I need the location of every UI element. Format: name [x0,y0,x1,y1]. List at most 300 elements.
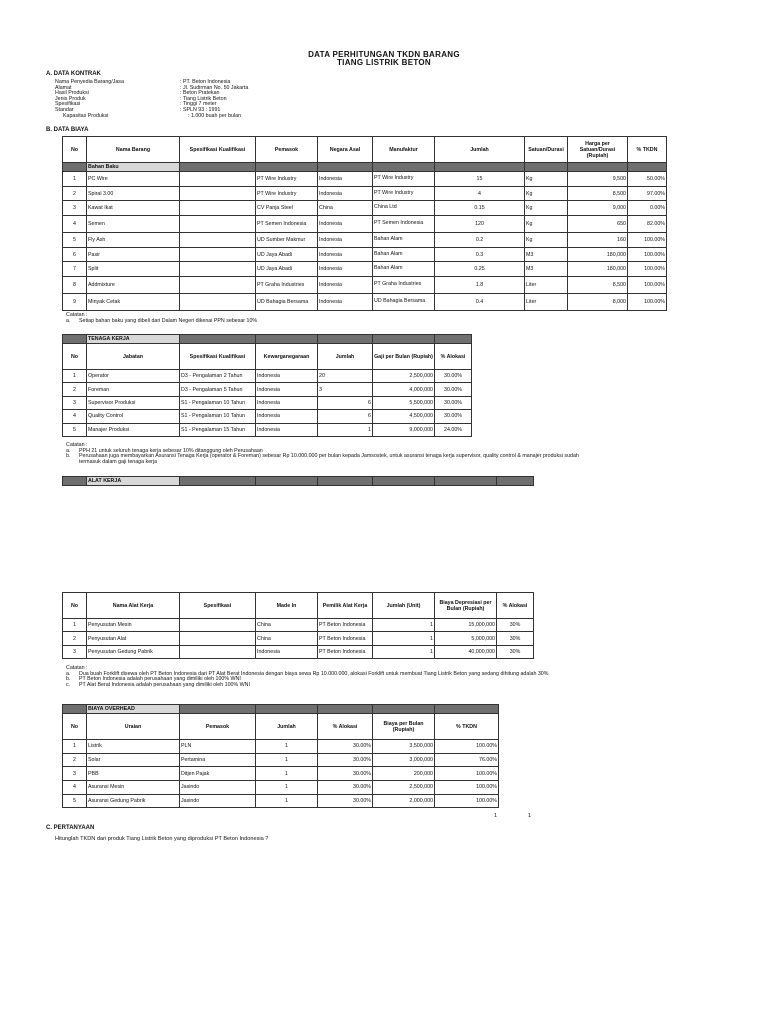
table-cell: Pasir [87,247,180,262]
table-cell: 30.00% [318,781,373,795]
table-cell: Indonesia [256,410,318,423]
column-header: No [63,344,87,370]
table-cell: 2 [63,186,87,201]
note-text: PPH 21 untuk seluruh tenaga kerja sebesar 10% ditanggung oleh Perusahaan [79,447,263,454]
table-row [63,201,667,216]
group-cell [373,335,435,344]
table-cell: 7 [63,262,87,277]
table-cell [180,619,256,632]
table-cell: 5,000,000 [435,632,497,645]
table-row [63,247,667,262]
table-cell: 650 [568,216,628,233]
table-cell: 1 [373,632,435,645]
table-cell: 3,500,000 [373,740,435,754]
header-row [63,714,499,740]
tenaga-table [62,334,472,437]
kontrak-value: : Jl. Sudirman No. 50 Jakarta [180,84,249,91]
column-header: Jumlah [435,137,525,163]
table-cell: UD Sumber Makmur [256,233,318,248]
table-cell [180,201,256,216]
table-cell: 2,500,000 [373,781,435,795]
kontrak-label: Alamat [55,84,72,91]
note-marker: b. [66,676,71,683]
group-cell [180,477,256,486]
group-cell [63,477,87,486]
table-cell: PC Wire [87,172,180,187]
column-header: Nama Alat Kerja [87,593,180,619]
group-cell [628,163,667,172]
table-cell: 4 [63,781,87,795]
kontrak-label: Hasil Produksi [55,90,89,97]
table-cell [180,645,256,658]
note-row [66,683,548,689]
column-header: Made In [256,593,318,619]
table-cell: Ditjen Pajak [180,767,256,781]
table-cell: PT Wire Industry [373,186,435,201]
table-cell [180,247,256,262]
column-header: No [63,137,87,163]
kontrak-label: Spesifikasi [55,101,81,108]
note-text: PT Beton Indonesia adalah perusahaan yang dimiliki oleh 100% WNI [79,676,241,683]
table-cell: 9,500 [568,172,628,187]
table-cell: 30% [497,619,534,632]
table-cell: 9,000,000 [373,423,435,436]
column-header: Biaya per Bulan (Rupiah) [373,714,435,740]
group-cell [180,163,256,172]
table-cell: Indonesia [256,396,318,409]
table-cell: Solar [87,753,180,767]
table-row [63,370,472,383]
group-cell [256,163,318,172]
kontrak-value: : Beton Pratekan [180,90,220,97]
table-cell: 100.00% [628,247,667,262]
group-cell [525,163,568,172]
table-cell: China Ltd [373,201,435,216]
table-cell: PLN [180,740,256,754]
table-cell: 4 [435,186,525,201]
note-marker: c. [66,681,71,688]
table-cell: 30.00% [318,753,373,767]
table-cell: 4 [63,216,87,233]
table-cell: Kawat Ikat [87,201,180,216]
column-header: % TKDN [628,137,667,163]
table-cell: 1 [63,740,87,754]
table-cell: 15,000,000 [435,619,497,632]
table-cell: Minyak Cetak [87,294,180,311]
table-cell: CV Panja Steel [256,201,318,216]
group-cell [435,705,499,714]
note-row [66,460,579,466]
kontrak-label: Kapasitas Produksi [63,112,109,119]
table-row [63,423,472,436]
table-cell: 1 [373,645,435,658]
table-row [63,277,667,294]
table-cell: 6 [318,410,373,423]
group-cell [63,705,87,714]
kontrak-value: : SPLN 93 : 1991 [180,106,221,113]
table-cell: 200,000 [373,767,435,781]
table-cell: 20 [318,370,373,383]
kontrak-label: Jenis Produk [55,95,86,102]
table-cell: UD Bahagia Bersama [256,294,318,311]
table-cell: 3,000,000 [373,753,435,767]
column-header: Nama Barang [87,137,180,163]
table-cell: 0.15 [435,201,525,216]
table-cell: 0.4 [435,294,525,311]
note-text: Setiap bahan baku yang dibeli dari Dalam Negeri dikenai PPN sebesar 10% [79,317,258,324]
table-cell: 3 [318,383,373,396]
bahan-table [62,136,667,311]
table-cell: Kg [525,172,568,187]
group-cell [568,163,628,172]
table-cell: Indonesia [256,423,318,436]
group-cell [435,477,497,486]
table-cell: 50.00% [628,172,667,187]
table-cell: 100.00% [435,740,499,754]
group-label: Bahan Baku [87,163,180,172]
table-cell: UD Jaya Abadi [256,247,318,262]
bahan-notes [66,313,257,324]
table-cell: M3 [525,262,568,277]
table-cell: UD Jaya Abadi [256,262,318,277]
table-cell: 30.00% [318,767,373,781]
kontrak-value: : Tiang Listrik Beton [180,95,227,102]
table-cell: 3 [63,645,87,658]
column-header: Uraian [87,714,180,740]
note-title: Catatan : [66,312,88,318]
table-cell: Addmixture [87,277,180,294]
table-cell: 82.00% [628,216,667,233]
header-row [63,344,472,370]
kontrak-list [55,80,248,119]
table-cell: Split [87,262,180,277]
table-cell [180,172,256,187]
group-cell [256,705,318,714]
table-cell: 1 [256,794,318,808]
table-cell: Supervisor Produksi [87,396,180,409]
table-cell: Penyusutan Alat [87,632,180,645]
table-row [63,632,534,645]
kontrak-value: : Tinggi 7 meter [180,101,217,108]
column-header: No [63,714,87,740]
note-text: Dua buah Forklift disewa oleh PT Beton Indonesia dari PT Alat Berat Indonesia dengan biaya sewa Rp 10.000.000, alokasi Forklift untuk membuat Tiang Listrik Beton yang sedang dihitung adalah 30% [79,670,549,677]
table-cell: 30.00% [435,410,472,423]
table-cell: PBB [87,767,180,781]
table-cell: Jasindo [180,794,256,808]
column-header: Negara Asal [318,137,373,163]
alat-group-bar [62,476,534,486]
note-text: Perusahaan juga membayarkan Asuransi Tenaga Kerja (operator & Foreman) sebesar Rp 10.000.000 per bulan kepada Jamsostek, untuk asuransi tenaga kerja supervisor, quality control & manajer produksi sudah [79,453,579,460]
group-cell [373,163,435,172]
column-header: Pemasok [256,137,318,163]
table-cell: D3 - Pengalaman 5 Tahun [180,383,256,396]
note-title: Catatan : [66,665,88,671]
table-row [63,767,499,781]
table-row [63,233,667,248]
group-cell [180,335,256,344]
section-c-heading: C. PERTANYAAN [46,825,95,831]
group-cell [318,163,373,172]
table-cell: 180,000 [568,262,628,277]
group-label: BIAYA OVERHEAD [87,705,180,714]
column-header: % Alokasi [435,344,472,370]
kontrak-value: : 1.000 buah per bulan [188,112,242,119]
table-cell: 1 [256,740,318,754]
table-cell: 76.00% [435,753,499,767]
table-cell [180,277,256,294]
column-header: Kewarganegaraan [256,344,318,370]
table-cell: Quality Control [87,410,180,423]
table-cell [180,216,256,233]
kontrak-row [55,114,248,120]
table-cell: Spiral 3.00 [87,186,180,201]
table-cell: PT Graha Industries [373,277,435,294]
group-cell [373,477,435,486]
table-cell: 8 [63,277,87,294]
table-cell: 100.00% [435,794,499,808]
table-cell: 30.00% [435,370,472,383]
table-cell: 100.00% [435,781,499,795]
table-cell: 15 [435,172,525,187]
table-cell: 5,500,000 [373,396,435,409]
table-cell: 8,500 [568,277,628,294]
table-cell: Indonesia [318,216,373,233]
table-row [63,781,499,795]
table-cell: PT Beton Indonesia [318,619,373,632]
table-cell: 160 [568,233,628,248]
table-cell: Indonesia [318,262,373,277]
table-cell: M3 [525,247,568,262]
table-cell: Liter [525,277,568,294]
table-cell: 1 [256,753,318,767]
kontrak-label: Nama Penyedia Barang/Jasa [55,79,124,85]
column-header: Jumlah [318,344,373,370]
table-cell: Kg [525,233,568,248]
column-header: % Alokasi [497,593,534,619]
group-row [63,705,499,714]
table-cell: 9,000 [568,201,628,216]
table-cell [180,632,256,645]
table-cell: 30% [497,645,534,658]
table-row [63,186,667,201]
table-cell: 24.00% [435,423,472,436]
table-cell: Indonesia [318,172,373,187]
table-cell: 1 [318,423,373,436]
table-cell: 4,000,000 [373,383,435,396]
column-header: % Alokasi [318,714,373,740]
table-cell: 5 [63,423,87,436]
table-cell: 1 [63,370,87,383]
table-cell [180,262,256,277]
table-cell: 2,500,000 [373,370,435,383]
group-cell [497,477,534,486]
alat-table [62,592,534,659]
column-header: Spesifikasi Kualifikasi [180,137,256,163]
group-cell [63,335,87,344]
table-cell: 3 [63,201,87,216]
overhead-table [62,704,499,808]
table-cell: China [318,201,373,216]
table-row [63,396,472,409]
table-cell: Operator [87,370,180,383]
note-marker: a. [66,317,71,324]
table-row [63,645,534,658]
table-cell: Bahan Alam [373,247,435,262]
table-cell: 100.00% [435,767,499,781]
tenaga-notes [66,443,579,465]
note-marker: a. [66,447,71,454]
table-cell: 6 [318,396,373,409]
table-cell: PT Semen Indonesia [373,216,435,233]
group-cell [435,163,525,172]
table-cell: 100.00% [628,277,667,294]
doc-subtitle: TIANG LISTRIK BETON [337,58,431,67]
alat-notes [66,666,548,688]
table-cell: 5 [63,794,87,808]
table-row [63,383,472,396]
table-cell: 40,000,000 [435,645,497,658]
table-cell: 3 [63,396,87,409]
table-cell: 2 [63,632,87,645]
stray-value-2: 1 [528,813,532,819]
group-label: TENAGA KERJA [87,335,180,344]
table-cell: 1.8 [435,277,525,294]
column-header: Jabatan [87,344,180,370]
table-cell: Asuransi Mesin [87,781,180,795]
table-cell: Indonesia [256,645,318,658]
table-cell: 100.00% [628,262,667,277]
group-cell [256,477,318,486]
table-row [63,740,499,754]
table-cell [180,294,256,311]
table-cell: Indonesia [318,277,373,294]
table-cell: 2 [63,753,87,767]
column-header: No [63,593,87,619]
column-header: Harga per Satuan/Durasi (Rupiah) [568,137,628,163]
table-cell: 30.00% [435,396,472,409]
table-row [63,262,667,277]
group-cell [180,705,256,714]
table-cell: Indonesia [318,233,373,248]
column-header: Spesifikasi Kualifikasi [180,344,256,370]
doc-title: DATA PERHITUNGAN TKDN BARANG [308,50,460,59]
note-marker [66,460,79,466]
table-cell: 0.2 [435,233,525,248]
table-cell: 9 [63,294,87,311]
group-cell [318,477,373,486]
note-marker: b. [66,453,71,460]
table-cell: PT Wire Industry [256,186,318,201]
table-cell: Jasindo [180,781,256,795]
note-marker: a. [66,670,71,677]
table-row [63,794,499,808]
table-cell: PT Wire Industry [256,172,318,187]
table-cell: PT Beton Indonesia [318,645,373,658]
note-row [66,319,257,325]
table-cell: Indonesia [256,370,318,383]
table-cell: Kg [525,186,568,201]
table-cell: Foreman [87,383,180,396]
table-cell: Liter [525,294,568,311]
table-row [63,619,534,632]
table-cell [180,186,256,201]
section-b-heading: B. DATA BIAYA [46,127,89,133]
table-cell: D3 - Pengalaman 2 Tahun [180,370,256,383]
group-row [63,163,667,172]
column-header: % TKDN [435,714,499,740]
table-cell: Kg [525,201,568,216]
note-text: PT Alat Berat Indonesia adalah perusahaan yang dimiliki oleh 100% WNI [79,681,250,688]
group-cell [435,335,472,344]
table-cell: Indonesia [256,383,318,396]
table-row [63,410,472,423]
question-text: Hitunglah TKDN dari produk Tiang Listrik Beton yang diproduksi PT Beton Indonesia ? [55,836,269,842]
table-cell: 30.00% [318,794,373,808]
table-cell: Pertamina [180,753,256,767]
column-header: Satuan/Durasi [525,137,568,163]
table-cell: 30.00% [435,383,472,396]
table-cell: Bahan Alam [373,233,435,248]
table-cell: PT Beton Indonesia [318,632,373,645]
table-cell: S1 - Pengalaman 15 Tahun [180,423,256,436]
table-cell: 8,000 [568,294,628,311]
section-a-heading: A. DATA KONTRAK [46,71,101,77]
table-cell: 0.00% [628,201,667,216]
table-cell: UD Bahagia Bersama [373,294,435,311]
group-cell [373,705,435,714]
column-header: Manufaktur [373,137,435,163]
table-row [63,216,667,233]
note-text: termasuk dalam gaji tenaga kerja [79,458,158,465]
table-cell: PT Wire Industry [373,172,435,187]
table-cell: 4,500,000 [373,410,435,423]
column-header: Pemilik Alat Kerja [318,593,373,619]
table-cell: 30% [497,632,534,645]
column-header: Spesifikasi [180,593,256,619]
table-cell: 0.3 [435,247,525,262]
table-cell [180,233,256,248]
group-cell [63,163,87,172]
table-cell: 180,000 [568,247,628,262]
column-header: Biaya Depresiasi per Bulan (Rupiah) [435,593,497,619]
table-cell: 30.00% [318,740,373,754]
table-cell: 100.00% [628,233,667,248]
table-cell: 1 [256,767,318,781]
table-cell: Penyusutan Mesin [87,619,180,632]
table-cell: Penyusutan Gedung Pabrik [87,645,180,658]
table-cell: S1 - Pengalaman 10 Tahun [180,410,256,423]
kontrak-value: : PT. Beton Indonesia [180,79,231,85]
table-cell: S1 - Pengalaman 10 Tahun [180,396,256,409]
table-cell: 6 [63,247,87,262]
table-cell: 1 [63,619,87,632]
table-cell: 1 [256,781,318,795]
group-cell [318,705,373,714]
table-cell: 1 [63,172,87,187]
table-cell: 1 [373,619,435,632]
table-cell: Listrik [87,740,180,754]
table-cell: China [256,619,318,632]
table-cell: 2,000,000 [373,794,435,808]
table-cell: PT Graha Industries [256,277,318,294]
column-header: Jumlah [256,714,318,740]
group-label: ALAT KERJA [87,477,180,486]
column-header: Jumlah (Unit) [373,593,435,619]
table-cell: 3 [63,767,87,781]
column-header: Gaji per Bulan (Rupiah) [373,344,435,370]
table-cell: 120 [435,216,525,233]
table-cell: Indonesia [318,247,373,262]
